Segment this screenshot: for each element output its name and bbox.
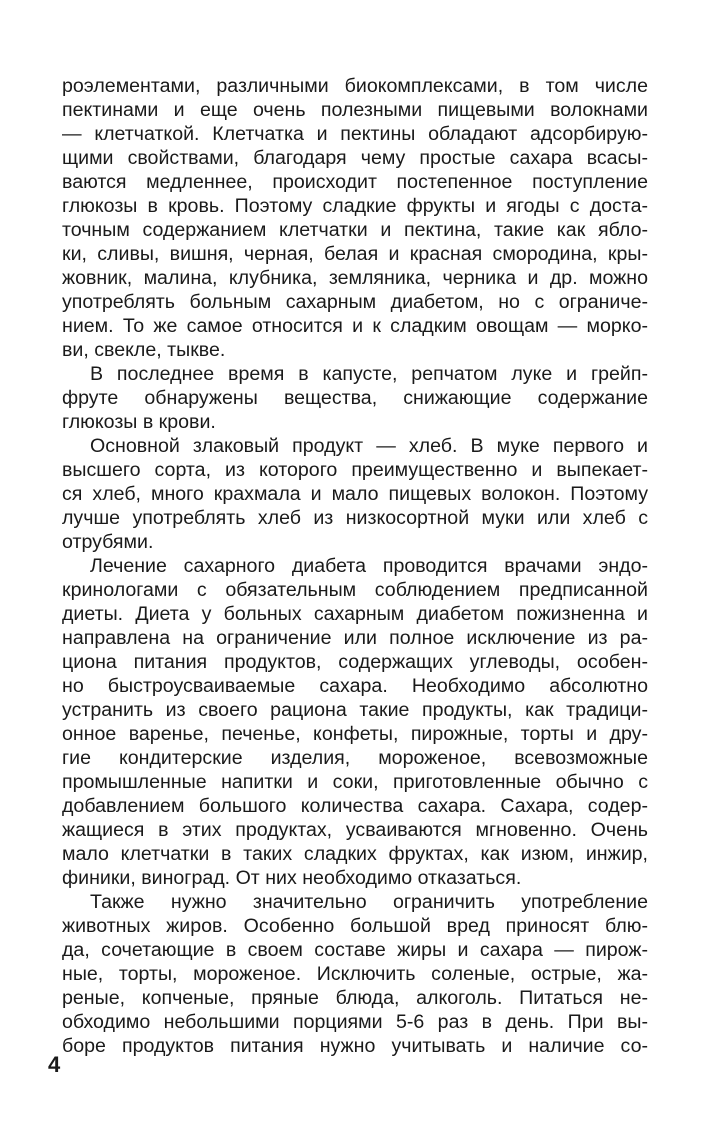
text-line: промышленные напитки и соки, приготовленные обычно с: [62, 771, 648, 793]
text-line: мало клетчатки в таких сладких фруктах, как изюм, инжир,: [62, 843, 648, 865]
text-line: ки, сливы, вишня, черная, белая и красная смородина, кры-: [62, 243, 648, 265]
text-line: но быстроусваиваемые сахара. Необходимо абсолютно: [62, 675, 648, 697]
text-line: боре продуктов питания нужно учитывать и наличие со-: [62, 1035, 648, 1057]
text-line: направлена на ограничение или полное исключение из ра-: [62, 627, 648, 649]
text-line: точным содержанием клетчатки и пектина, такие как ябло-: [62, 219, 648, 241]
text-line: да, сочетающие в своем составе жиры и сахара — пирож-: [62, 939, 648, 961]
text-line: добавлением большого количества сахара. Сахара, содер-: [62, 795, 648, 817]
text-line: употреблять больным сахарным диабетом, но с ограниче-: [62, 291, 648, 313]
text-line: жащиеся в этих продуктах, усваиваются мгновенно. Очень: [62, 819, 648, 841]
text-line: реные, копченые, пряные блюда, алкоголь. Питаться не-: [62, 987, 648, 1009]
text-line: глюкозы в крови.: [62, 411, 216, 433]
text-line: устранить из своего рациона такие продукты, как традици-: [62, 699, 648, 721]
text-line: щими свойствами, благодаря чему простые сахара всасы-: [62, 147, 648, 169]
text-line: роэлементами, различными биокомплексами, в том числе: [62, 75, 648, 97]
text-line: ся хлеб, много крахмала и мало пищевых волокон. Поэтому: [62, 483, 648, 505]
text-line: лучше употреблять хлеб из низкосортной муки или хлеб с: [62, 507, 648, 529]
text-line: Лечение сахарного диабета проводится врачами эндо-: [90, 555, 648, 577]
text-line: нием. То же самое относится и к сладким овощам — морко-: [62, 315, 648, 337]
text-line: обходимо небольшими порциями 5-6 раз в день. При вы-: [62, 1011, 648, 1033]
text-line: гие кондитерские изделия, мороженое, всевозможные: [62, 747, 648, 769]
text-line: циона питания продуктов, содержащих углеводы, особен-: [62, 651, 648, 673]
text-line: пектинами и еще очень полезными пищевыми волокнами: [62, 99, 648, 121]
text-line: фруте обнаружены вещества, снижающие содержание: [62, 387, 648, 409]
text-line: Основной злаковый продукт — хлеб. В муке первого и: [90, 435, 648, 457]
text-line: ные, торты, мороженое. Исключить соленые, острые, жа-: [62, 963, 648, 985]
text-line: диеты. Диета у больных сахарным диабетом пожизненна и: [62, 603, 648, 625]
text-line: финики, виноград. От них необходимо отказаться.: [62, 867, 522, 889]
text-line: В последнее время в капусте, репчатом луке и грейп-: [90, 363, 648, 385]
text-line: кринологами с обязательным соблюдением предписанной: [62, 579, 648, 601]
text-line: глюкозы в кровь. Поэтому сладкие фрукты и ягоды с доста-: [62, 195, 648, 217]
text-line: животных жиров. Особенно большой вред приносят блю-: [62, 915, 648, 937]
page-number: 4: [48, 1052, 61, 1077]
text-line: жовник, малина, клубника, земляника, черника и др. можно: [62, 267, 648, 289]
text-line: Также нужно значительно ограничить употребление: [90, 891, 648, 913]
text-line: отрубями.: [62, 531, 154, 553]
text-line: онное варенье, печенье, конфеты, пирожные, торты и дру-: [62, 723, 648, 745]
text-line: ваются медленнее, происходит постепенное поступление: [62, 171, 648, 193]
text-line: высшего сорта, из которого преимущественно и выпекает-: [62, 459, 648, 481]
text-line: ви, свекле, тыкве.: [62, 339, 226, 361]
text-line: — клетчаткой. Клетчатка и пектины обладают адсорбирую-: [62, 123, 648, 145]
